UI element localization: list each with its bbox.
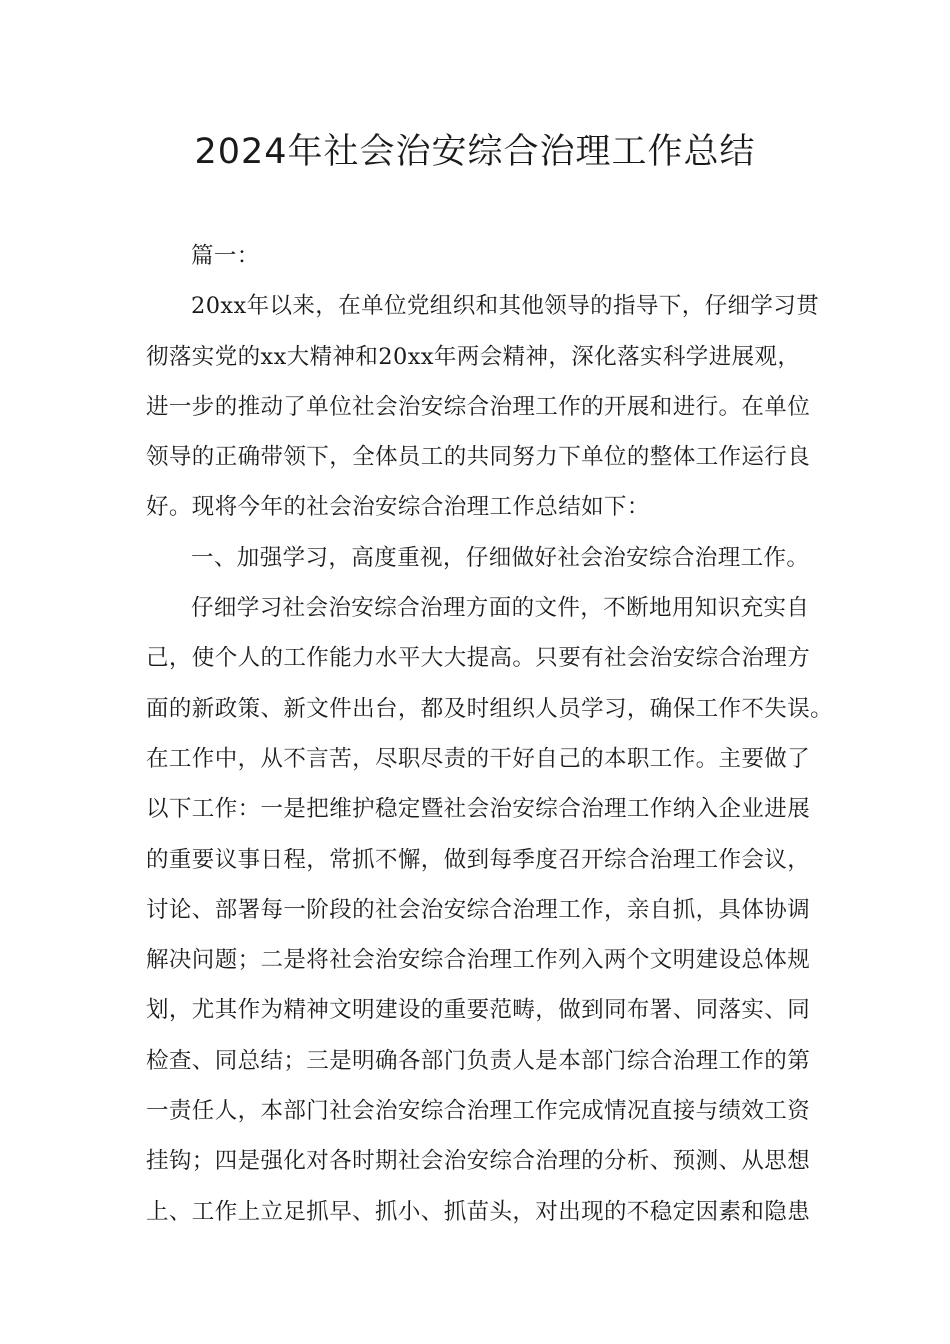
paragraph-line: 划，尤其作为精神文明建设的重要范畴，做到同布署、同落实、同 bbox=[146, 997, 811, 1024]
document-title: 2024年社会治安综合治理工作总结 bbox=[194, 132, 756, 172]
paragraph-line: 以下工作：一是把维护稳定暨社会治安综合治理工作纳入企业进展 bbox=[146, 796, 811, 823]
paragraph-line: 讨论、部署每一阶段的社会治安综合治理工作，亲自抓，具体协调 bbox=[146, 896, 811, 923]
paragraph-line: 上、工作上立足抓早、抓小、抓苗头，对出现的不稳定因素和隐患 bbox=[146, 1198, 811, 1225]
paragraph-line: 好。现将今年的社会治安综合治理工作总结如下： bbox=[146, 494, 650, 521]
section-heading: 一、加强学习，高度重视，仔细做好社会治安综合治理工作。 bbox=[191, 544, 810, 571]
document-body bbox=[146, 231, 834, 1237]
paragraph-line: 领导的正确带领下，全体员工的共同努力下单位的整体工作运行良 bbox=[146, 444, 811, 471]
paragraph-line: 一责任人，本部门社会治安综合治理工作完成情况直接与绩效工资 bbox=[146, 1098, 811, 1125]
paragraph-line: 检查、同总结；三是明确各部门负责人是本部门综合治理工作的第 bbox=[146, 1047, 811, 1074]
paragraph-line: 面的新政策、新文件出台，都及时组织人员学习，确保工作不失误。 bbox=[146, 695, 834, 722]
paragraph-line: 仔细学习社会治安综合治理方面的文件，不断地用知识充实自 bbox=[191, 595, 810, 622]
section-label: 篇一： bbox=[191, 243, 260, 269]
paragraph-line: 20xx年以来，在单位党组织和其他领导的指导下，仔细学习贯 bbox=[191, 293, 820, 320]
paragraph-line: 己，使个人的工作能力水平大大提高。只要有社会治安综合治理方 bbox=[146, 645, 811, 672]
paragraph-line: 进一步的推动了单位社会治安综合治理工作的开展和进行。在单位 bbox=[146, 393, 811, 420]
paragraph-line: 彻落实党的xx大精神和20xx年两会精神，深化落实科学进展观， bbox=[146, 343, 801, 370]
paragraph-line: 挂钩；四是强化对各时期社会治安综合治理的分析、预测、从思想 bbox=[146, 1148, 811, 1175]
paragraph-line: 的重要议事日程，常抓不懈，做到每季度召开综合治理工作会议， bbox=[146, 846, 811, 873]
paragraph-line: 在工作中，从不言苦，尽职尽责的干好自己的本职工作。主要做了 bbox=[146, 745, 811, 772]
paragraph-line: 解决问题；二是将社会治安综合治理工作列入两个文明建设总体规 bbox=[146, 947, 811, 974]
